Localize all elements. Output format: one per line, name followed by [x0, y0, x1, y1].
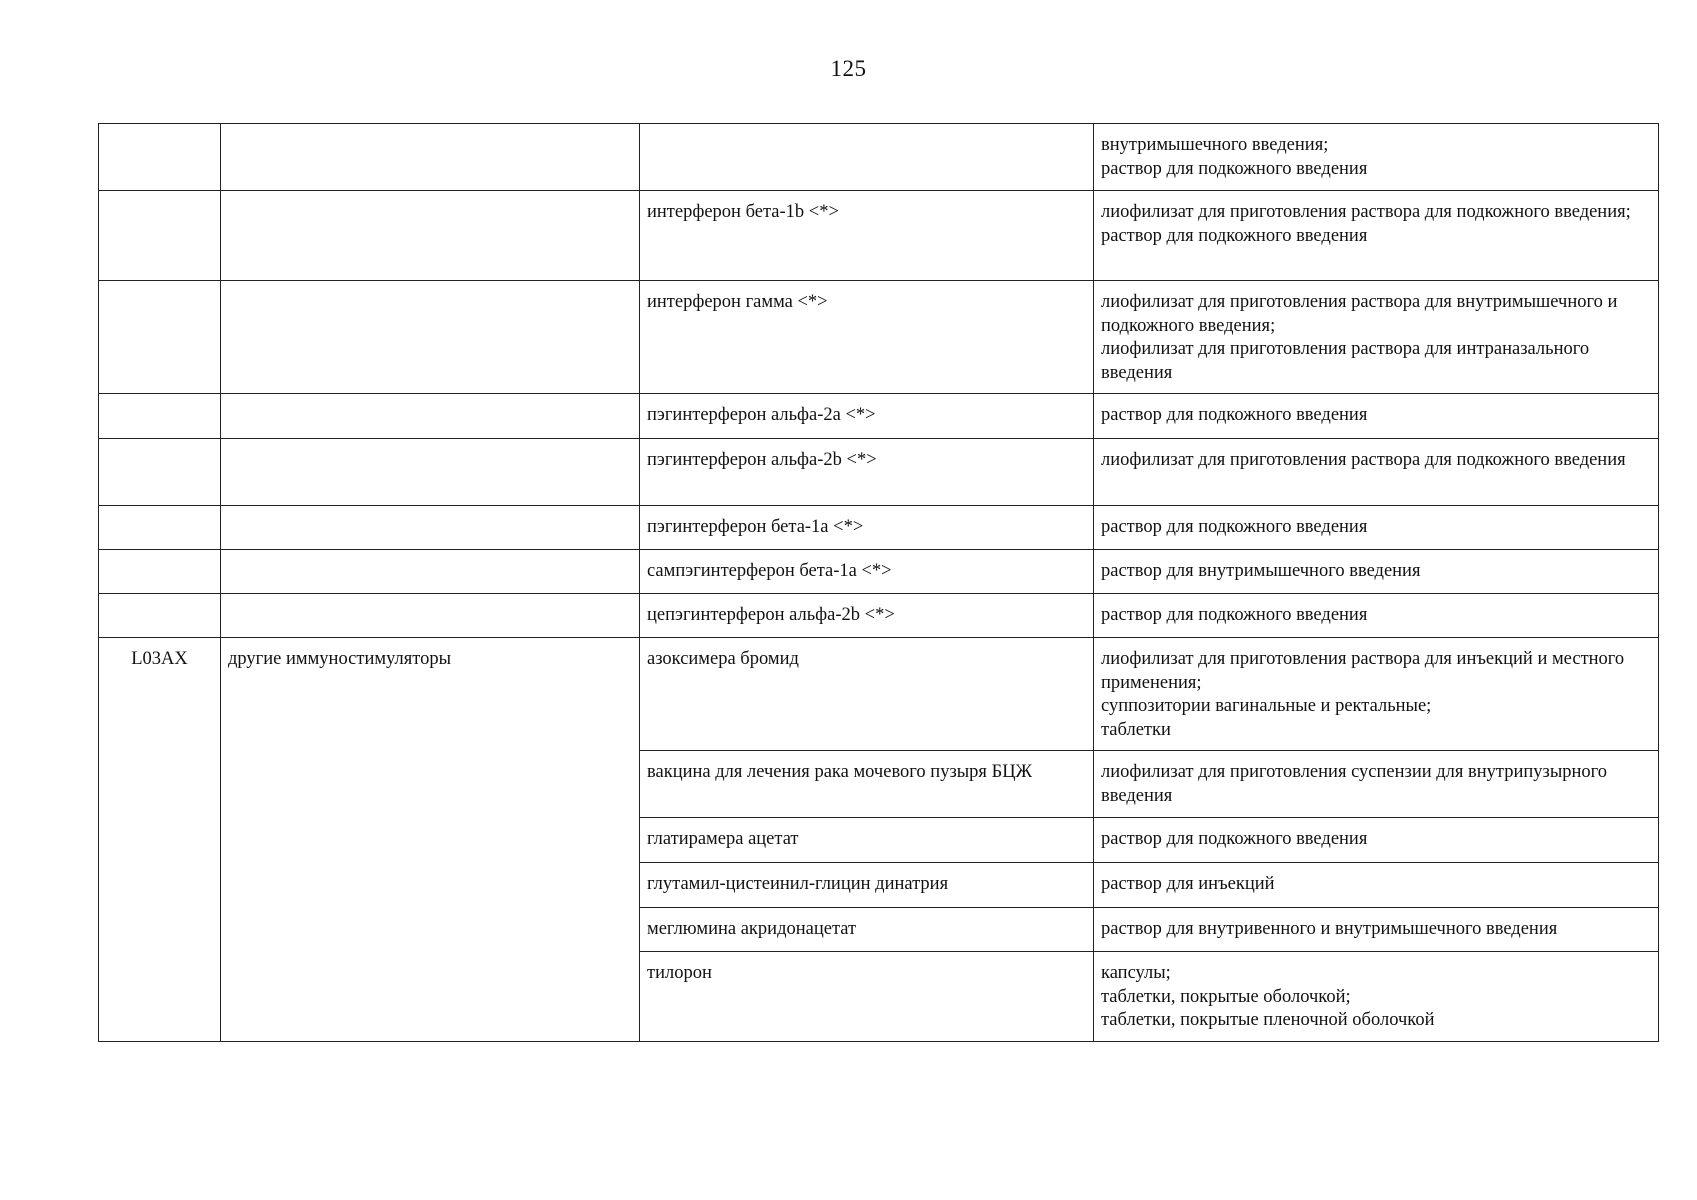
atc-code-cell [99, 281, 221, 394]
table-row [99, 506, 1659, 550]
dosage-form-line: раствор для инъекций [1101, 874, 1275, 894]
atc-code-cell [99, 594, 221, 638]
drug-name-cell: сампэгинтерферон бета-1а <*> [640, 550, 1094, 594]
atc-code-cell [99, 550, 221, 594]
dosage-form-line: лиофилизат для приготовления раствора для интраназального введения [1101, 339, 1590, 383]
dosage-form-line: раствор для подкожного введения [1101, 605, 1368, 625]
dosage-form-line: таблетки, покрытые пленочной оболочкой [1101, 1010, 1435, 1030]
drug-name-cell: вакцина для лечения рака мочевого пузыря БЦЖ [640, 751, 1094, 818]
group-name-cell [221, 594, 640, 638]
dosage-forms-cell [1094, 818, 1659, 863]
dosage-forms-cell [1094, 394, 1659, 439]
drug-name-cell: меглюмина акридонацетат [640, 908, 1094, 952]
atc-code-cell [99, 506, 221, 550]
atc-code-cell: L03AX [99, 638, 221, 1042]
dosage-form-line: капсулы; [1101, 963, 1171, 983]
dosage-form-line: лиофилизат для приготовления раствора для подкожного введения; [1101, 202, 1631, 222]
dosage-form-line: лиофилизат для приготовления раствора для инъекций и местного применения; [1101, 649, 1625, 693]
dosage-form-line: таблетки [1101, 719, 1171, 740]
dosage-form-line: лиофилизат для приготовления раствора для внутримышечного и подкожного введения; [1101, 292, 1618, 336]
group-name-cell [221, 281, 640, 394]
group-name-cell [221, 439, 640, 506]
dosage-forms-cell [1094, 751, 1659, 818]
group-name-cell: другие иммуностимуляторы [221, 638, 640, 1042]
drug-name-cell: пэгинтерферон альфа-2b <*> [640, 439, 1094, 506]
drug-name-cell: интерферон гамма <*> [640, 281, 1094, 394]
drug-name-cell: пэгинтерферон альфа-2а <*> [640, 394, 1094, 439]
dosage-forms-cell [1094, 281, 1659, 394]
drug-name-cell: пэгинтерферон бета-1а <*> [640, 506, 1094, 550]
dosage-forms-cell [1094, 191, 1659, 281]
table-row [99, 594, 1659, 638]
dosage-form-line: раствор для подкожного введения [1101, 829, 1368, 849]
page-number: 125 [830, 56, 867, 81]
drug-name-cell [640, 124, 1094, 191]
dosage-forms-cell [1094, 952, 1659, 1042]
atc-code-cell [99, 191, 221, 281]
dosage-forms-cell [1094, 863, 1659, 908]
drug-table [98, 123, 1659, 1042]
dosage-form-line: суппозитории вагинальные и ректальные; [1101, 696, 1432, 716]
drug-name-cell: интерферон бета-1b <*> [640, 191, 1094, 281]
dosage-forms-cell [1094, 506, 1659, 550]
table-row [99, 439, 1659, 506]
dosage-forms-cell [1094, 439, 1659, 506]
drug-name-cell: азоксимера бромид [640, 638, 1094, 751]
table-row [99, 124, 1659, 191]
table-row [99, 191, 1659, 281]
dosage-form-line: лиофилизат для приготовления суспензии для внутрипузырного введения [1101, 762, 1608, 806]
dosage-form-line: раствор для подкожного введения [1101, 405, 1368, 425]
drug-name-cell: глутамил-цистеинил-глицин динатрия [640, 863, 1094, 908]
group-name-cell [221, 191, 640, 281]
group-name-cell [221, 550, 640, 594]
dosage-form-line: таблетки, покрытые оболочкой; [1101, 986, 1351, 1007]
dosage-forms-cell [1094, 594, 1659, 638]
atc-code-cell [99, 124, 221, 191]
atc-code-cell [99, 394, 221, 439]
group-name-cell [221, 506, 640, 550]
table-row [99, 281, 1659, 394]
group-name-cell [221, 394, 640, 439]
dosage-form-line: раствор для подкожного введения [1101, 517, 1368, 537]
table-row [99, 394, 1659, 439]
drug-name-cell: тилорон [640, 952, 1094, 1042]
table-row [99, 638, 1659, 751]
dosage-forms-cell [1094, 124, 1659, 191]
dosage-forms-cell [1094, 550, 1659, 594]
group-name-cell [221, 124, 640, 191]
dosage-form-line: раствор для подкожного введения [1101, 225, 1368, 246]
dosage-form-line: лиофилизат для приготовления раствора для подкожного введения [1101, 450, 1626, 470]
table-row [99, 550, 1659, 594]
dosage-forms-cell [1094, 908, 1659, 952]
dosage-form-line: раствор для внутривенного и внутримышечного введения [1101, 919, 1558, 939]
dosage-form-line: раствор для подкожного введения [1101, 158, 1368, 179]
atc-code-cell [99, 439, 221, 506]
drug-name-cell: цепэгинтерферон альфа-2b <*> [640, 594, 1094, 638]
dosage-forms-cell [1094, 638, 1659, 751]
dosage-form-line: раствор для внутримышечного введения [1101, 561, 1421, 581]
dosage-form-line: внутримышечного введения; [1101, 135, 1329, 155]
drug-name-cell: глатирамера ацетат [640, 818, 1094, 863]
